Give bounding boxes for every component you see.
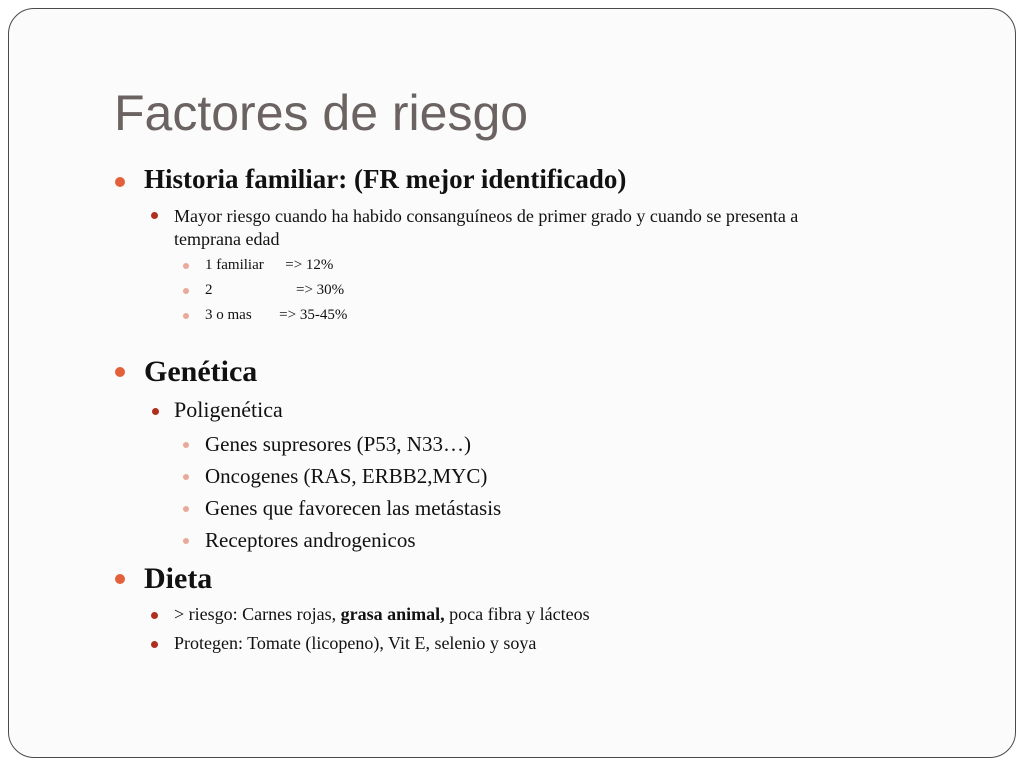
list-item-receptores-androgenicos: Receptores androgenicos xyxy=(205,528,416,552)
list-item-1-familiar xyxy=(205,257,333,274)
bullet-level1-icon xyxy=(115,574,125,584)
list-item-value: => 30% xyxy=(296,282,345,298)
point-mayor-riesgo-line1: Mayor riesgo cuando ha habido consanguíneos de primer grado y cuando se presenta a xyxy=(174,206,799,226)
list-item-2-familiares xyxy=(205,282,344,299)
list-item-label: 3 o mas xyxy=(205,307,252,323)
bullet-level3-icon xyxy=(183,506,189,512)
bullet-level3-icon xyxy=(183,538,189,544)
bullet-level2-icon xyxy=(152,408,159,415)
point-mayor-riesgo-line2: temprana edad xyxy=(174,229,280,249)
slide-title: Factores de riesgo xyxy=(114,85,529,141)
point-protegen: Protegen: Tomate (licopeno), Vit E, selenio y soya xyxy=(174,633,537,653)
heading-genetica: Genética xyxy=(144,355,258,388)
list-item-value: => 12% xyxy=(285,257,334,273)
text-segment: > riesgo: Carnes rojas, xyxy=(174,604,341,624)
bullet-level3-icon xyxy=(183,313,189,319)
bullet-level2-icon xyxy=(151,212,158,219)
bullet-level2-icon xyxy=(151,641,158,648)
heading-dieta: Dieta xyxy=(144,562,213,595)
heading-historia-familiar: Historia familiar: (FR mejor identificado) xyxy=(144,164,627,194)
point-mayor-riesgo-dieta xyxy=(174,604,590,625)
bullet-level3-icon xyxy=(183,263,189,269)
bullet-level3-icon xyxy=(183,442,189,448)
bullet-level2-icon xyxy=(151,612,158,619)
list-item-label: 1 familiar xyxy=(205,257,264,273)
list-item-genes-metastasis: Genes que favorecen las metástasis xyxy=(205,496,502,520)
list-item-genes-supresores: Genes supresores (P53, N33…) xyxy=(205,432,471,456)
list-item-value: => 35-45% xyxy=(279,307,348,323)
list-item-oncogenes: Oncogenes (RAS, ERBB2,MYC) xyxy=(205,464,488,488)
list-item-label: 2 xyxy=(205,282,213,298)
point-poligenetica: Poligenética xyxy=(174,397,283,422)
bullet-level3-icon xyxy=(183,288,189,294)
bullet-level3-icon xyxy=(183,474,189,480)
text-segment-bold: grasa animal, xyxy=(340,604,445,624)
bullet-level1-icon xyxy=(115,177,125,187)
text-segment: poca fibra y lácteos xyxy=(444,604,590,624)
bullet-level1-icon xyxy=(115,367,125,377)
list-item-3-o-mas xyxy=(205,307,347,324)
